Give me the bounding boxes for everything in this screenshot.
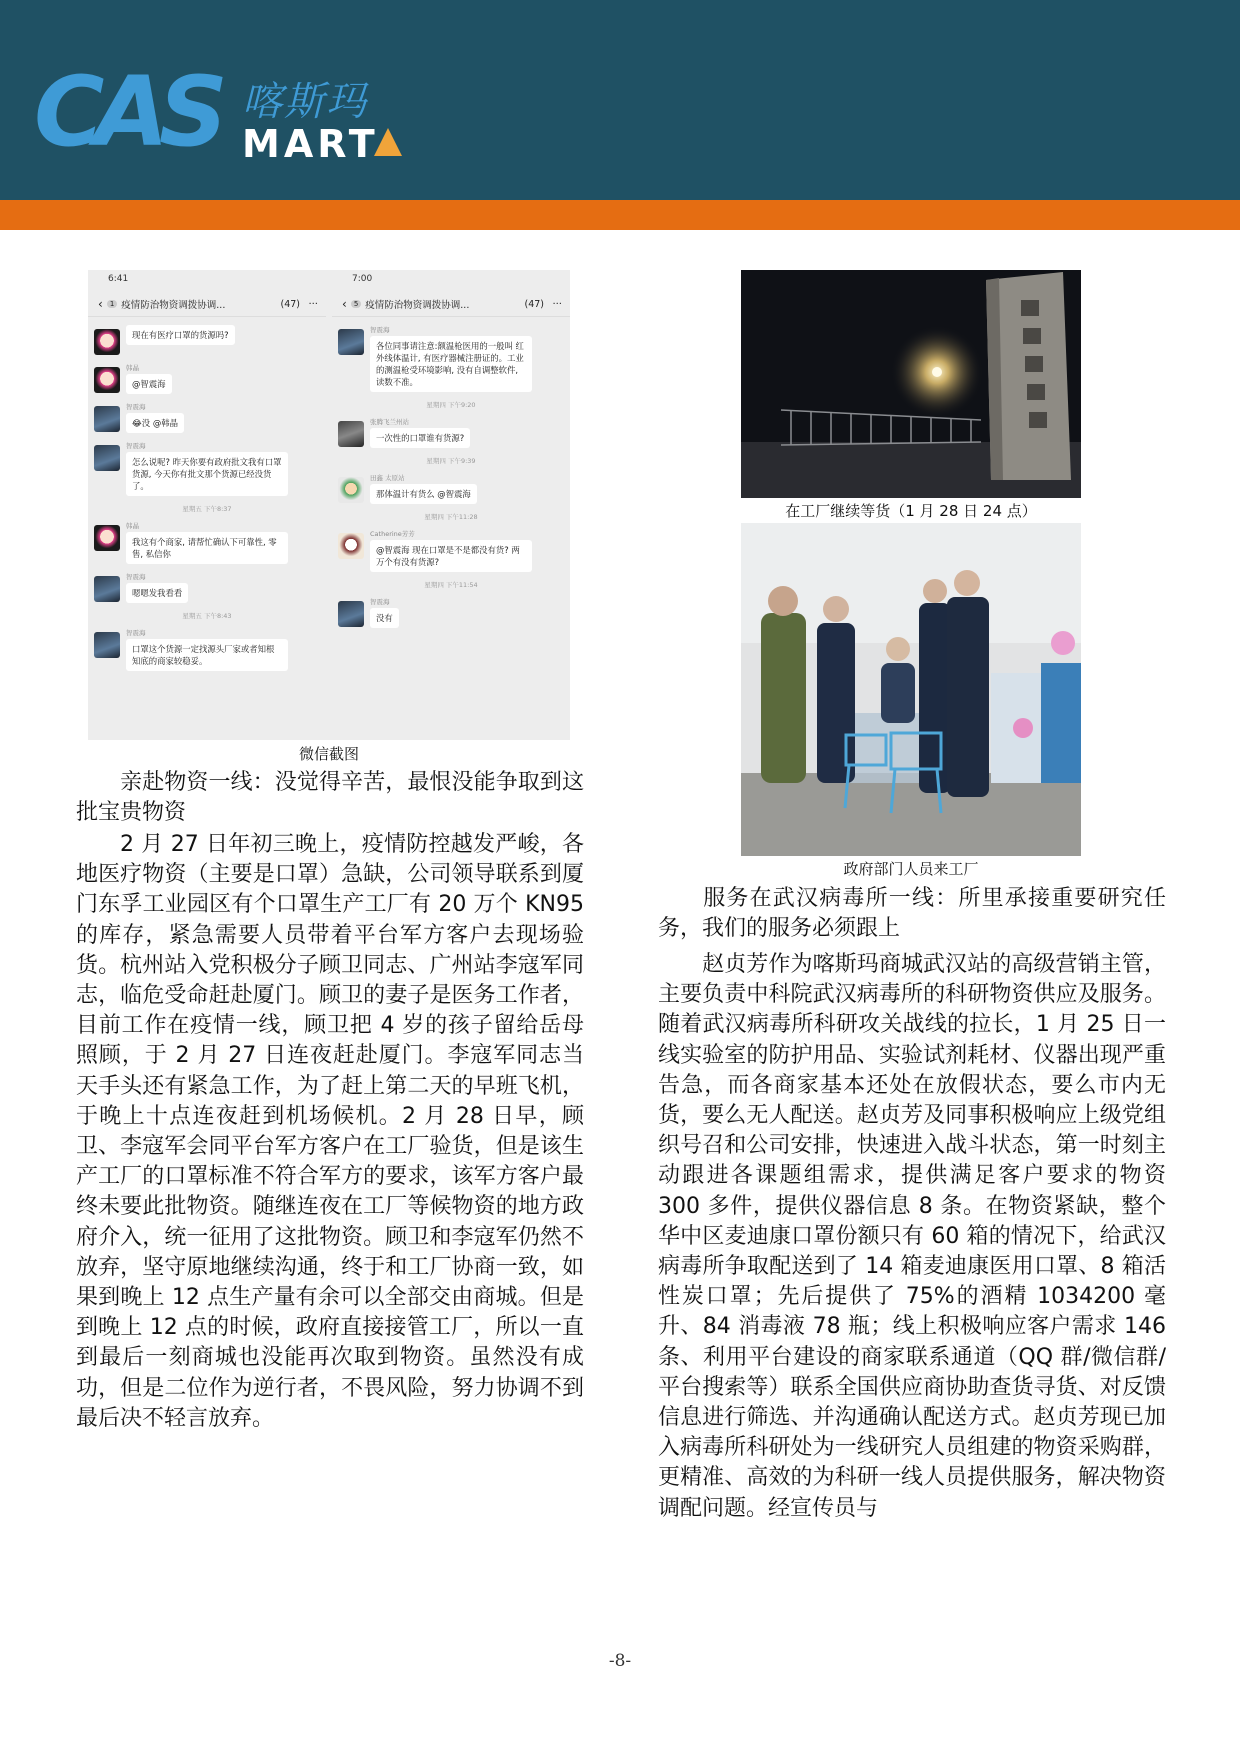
back-arrow-icon: ‹ bbox=[342, 297, 347, 311]
chat-message bbox=[94, 628, 320, 671]
chat-message-list bbox=[88, 325, 326, 671]
right-body-text: 赵贞芳作为喀斯玛商城武汉站的高级营销主管，主要负责中科院武汉病毒所的科研物资供应及服务。随着武汉病毒所科研攻关战线的拉长，1 月 25 日一线实验室的防护用品、实验试剂耗材、仪器出现严重告急，而各商家基本还处在放假状态，要么市内无货，要么无人配送。赵贞芳及同事积极响应上级党组织号召和公司安排，快速进入战斗状态，第一时刻主动跟进各课题组需求，提供满足客户要求的物资 300 多件，提供仪器信息 8 条。在物资紧缺，整个华中区麦迪康口罩份额只有 60 箱的情况下，给武汉病毒所争取配送到了 14 箱麦迪康医用口罩、8 箱活性炭口罩；先后提供了 75%的酒精 1034200 毫升、84 消毒液 78 瓶；线上积极响应客户需求 146 条、利用平台建设的商家联系通道（QQ 群/微信群/平台搜索等）联系全国供应商协助查货寻货、对反馈信息进行筛选、并沟通确认配送方式。赵贞芳现已加入病毒所科研处为一线研究人员组建的物资采购群，更精准、高效的为科研一线人员提供服务，解决物资调配问题。经宣传员与 bbox=[658, 952, 1166, 1521]
officials-indoor-photo bbox=[741, 523, 1081, 856]
chat-title-bar bbox=[88, 292, 326, 317]
member-count: (47) bbox=[280, 298, 300, 310]
wechat-screenshot-figure bbox=[88, 270, 570, 740]
wechat-caption: 微信截图 bbox=[298, 745, 359, 763]
officials-photo-caption: 政府部门人员来工厂 bbox=[843, 860, 979, 878]
message-bubble: 那体温计有货么 @智震海 bbox=[370, 484, 477, 504]
message-bubble: 口罩这个货源一定找源头厂家或者知根知底的商家较稳妥。 bbox=[126, 639, 288, 671]
message-bubble: 怎么说呢? 昨天你要有政府批文我有口罩货源, 今天你有批文那个货源已经没货了。 bbox=[126, 452, 288, 496]
chat-timestamp: 星期四 下午11:28 bbox=[424, 513, 478, 521]
avatar bbox=[94, 525, 120, 551]
chat-timestamp: 星期四 下午9:39 bbox=[426, 457, 476, 465]
sender-name: 张腾飞兰州站 bbox=[370, 418, 409, 426]
chat-message bbox=[338, 597, 564, 628]
member-count: (47) bbox=[524, 298, 544, 310]
chat-title-bar bbox=[332, 292, 570, 317]
sender-name: 智震海 bbox=[370, 326, 390, 334]
logo-triangle-icon bbox=[374, 128, 404, 158]
factory-night-photo bbox=[741, 270, 1081, 498]
avatar bbox=[338, 601, 364, 627]
chat-message bbox=[338, 529, 564, 572]
message-bubble: @智震海 现在口罩是不是都没有货? 两万个有没有货源? bbox=[370, 540, 532, 572]
message-body bbox=[370, 529, 532, 572]
sender-name: 田鑫 太原站 bbox=[370, 474, 405, 482]
sender-name: 韩晶 bbox=[126, 364, 139, 372]
logo-letters: CAS bbox=[34, 56, 218, 168]
message-body bbox=[126, 441, 288, 496]
avatar bbox=[94, 367, 120, 393]
message-bubble: @智震海 bbox=[126, 374, 172, 394]
sender-name: 智震海 bbox=[126, 629, 146, 637]
chat-group-title: 疫情防治物资调拨协调... bbox=[365, 300, 470, 311]
message-bubble: 现在有医疗口罩的货源吗? bbox=[126, 325, 235, 345]
message-bubble: 😂没 @韩晶 bbox=[126, 413, 184, 433]
left-section-body bbox=[76, 830, 584, 1434]
back-arrow-icon: ‹ bbox=[98, 297, 103, 311]
status-bar-time: 6:41 bbox=[108, 274, 129, 284]
chat-message bbox=[94, 572, 320, 603]
chat-timestamp: 星期五 下午8:43 bbox=[182, 612, 232, 620]
logo-chinese-name: 喀斯玛 bbox=[242, 79, 368, 125]
sender-name: 智震海 bbox=[126, 403, 146, 411]
header-accent-band bbox=[0, 200, 1240, 230]
message-bubble: 嗯嗯发我看看 bbox=[126, 583, 188, 603]
chat-timestamp: 星期五 下午8:37 bbox=[182, 505, 232, 513]
sender-name: 智震海 bbox=[126, 573, 146, 581]
sender-name: 韩晶 bbox=[126, 522, 139, 530]
message-body bbox=[126, 325, 235, 345]
chat-screen-right bbox=[332, 270, 570, 740]
chat-timestamp: 星期四 下午11:54 bbox=[424, 581, 478, 589]
chat-message bbox=[338, 473, 564, 504]
logo-mart: MART bbox=[242, 122, 379, 166]
right-section-body bbox=[658, 950, 1166, 1524]
message-body bbox=[370, 325, 532, 392]
message-bubble: 各位同事请注意:额温枪医用的一般叫 红外线体温计, 有医疗器械注册证的。工业的测温枪受环境影响, 没有自调整软件, 读数不准。 bbox=[370, 336, 532, 392]
message-body bbox=[370, 417, 470, 448]
message-body bbox=[126, 402, 184, 433]
right-heading-text: 服务在武汉病毒所一线：所里承接重要研究任务，我们的服务必须跟上 bbox=[658, 886, 1166, 942]
more-dots-icon: ··· bbox=[552, 298, 562, 310]
avatar bbox=[94, 445, 120, 471]
chat-message bbox=[94, 521, 320, 564]
sender-name: Catherine芳芳 bbox=[370, 530, 415, 538]
message-body bbox=[370, 473, 477, 504]
unread-badge: 5 bbox=[351, 300, 361, 308]
sender-name: 智震海 bbox=[370, 598, 390, 606]
left-section-heading bbox=[76, 768, 584, 828]
avatar bbox=[338, 533, 364, 559]
chat-message bbox=[94, 441, 320, 496]
right-section-heading bbox=[658, 884, 1166, 944]
avatar bbox=[94, 406, 120, 432]
chat-message bbox=[94, 325, 320, 355]
avatar bbox=[338, 329, 364, 355]
chat-message bbox=[338, 417, 564, 448]
left-body-text: 2 月 27 日年初三晚上，疫情防控越发严峻，各地医疗物资（主要是口罩）急缺，公司领导联系到厦门东孚工业园区有个口罩生产工厂有 20 万个 KN95 的库存，紧急需要人员带着平台军方客户去现场验货。杭州站入党积极分子顾卫同志、广州站李寇军同志，临危受命赶赴厦门。顾卫的妻子是医务工作者，目前工作在疫情一线，顾卫把 4 岁的孩子留给岳母照顾，于 2 月 27 日连夜赶赴厦门。李寇军同志当天手头还有紧急工作，为了赶上第二天的早班飞机，于晚上十点连夜赶到机场候机。2 月 28 日早，顾卫、李寇军会同平台军方客户在工厂验货，但是该生产工厂的口罩标准不符合军方的要求，该军方客户最终未要此批物资。随继连夜在工厂等候物资的地方政府介入，统一征用了这批物资。顾卫和李寇军仍然不放弃，坚守原地继续沟通，终于和工厂协商一致，如果到晚上 12 点生产量有余可以全部交由商城。但是到晚上 12 点的时候，政府直接接管工厂，所以一直到最后一刻商城也没能再次取到物资。虽然没有成功，但是二位作为逆行者，不畏风险，努力协调不到最后决不轻言放弃。 bbox=[76, 832, 584, 1431]
chat-message bbox=[338, 325, 564, 392]
message-body bbox=[370, 597, 399, 628]
message-body bbox=[126, 521, 288, 564]
message-body bbox=[126, 628, 288, 671]
chat-screen-left bbox=[88, 270, 326, 740]
chat-timestamp: 星期四 下午9:20 bbox=[426, 401, 476, 409]
message-bubble: 一次性的口罩谁有货源? bbox=[370, 428, 470, 448]
officials-visit-image bbox=[741, 523, 1081, 856]
more-dots-icon: ··· bbox=[308, 298, 318, 310]
avatar bbox=[94, 632, 120, 658]
avatar bbox=[338, 477, 364, 503]
unread-badge: 1 bbox=[107, 300, 117, 308]
message-body bbox=[126, 572, 188, 603]
left-heading-text: 亲赴物资一线：没觉得辛苦，最恨没能争取到这批宝贵物资 bbox=[76, 770, 584, 826]
chat-message-list bbox=[332, 325, 570, 628]
sender-name: 智震海 bbox=[126, 442, 146, 450]
message-body bbox=[126, 363, 172, 394]
factory-photo-caption: 在工厂继续等货（1 月 28 日 24 点） bbox=[785, 502, 1037, 520]
chat-message bbox=[94, 363, 320, 394]
page-number: -8- bbox=[608, 1651, 632, 1671]
chat-group-title: 疫情防治物资调拨协调... bbox=[121, 300, 226, 311]
page-header-band bbox=[0, 0, 1240, 200]
factory-gate-image bbox=[741, 270, 1081, 498]
company-logo bbox=[34, 56, 404, 172]
message-bubble: 我这有个商家, 请帮忙确认下可靠性, 零售, 私信你 bbox=[126, 532, 288, 564]
avatar bbox=[94, 329, 120, 355]
avatar bbox=[94, 576, 120, 602]
message-bubble: 没有 bbox=[370, 608, 399, 628]
avatar bbox=[338, 421, 364, 447]
chat-message bbox=[94, 402, 320, 433]
status-bar-time: 7:00 bbox=[352, 274, 373, 284]
